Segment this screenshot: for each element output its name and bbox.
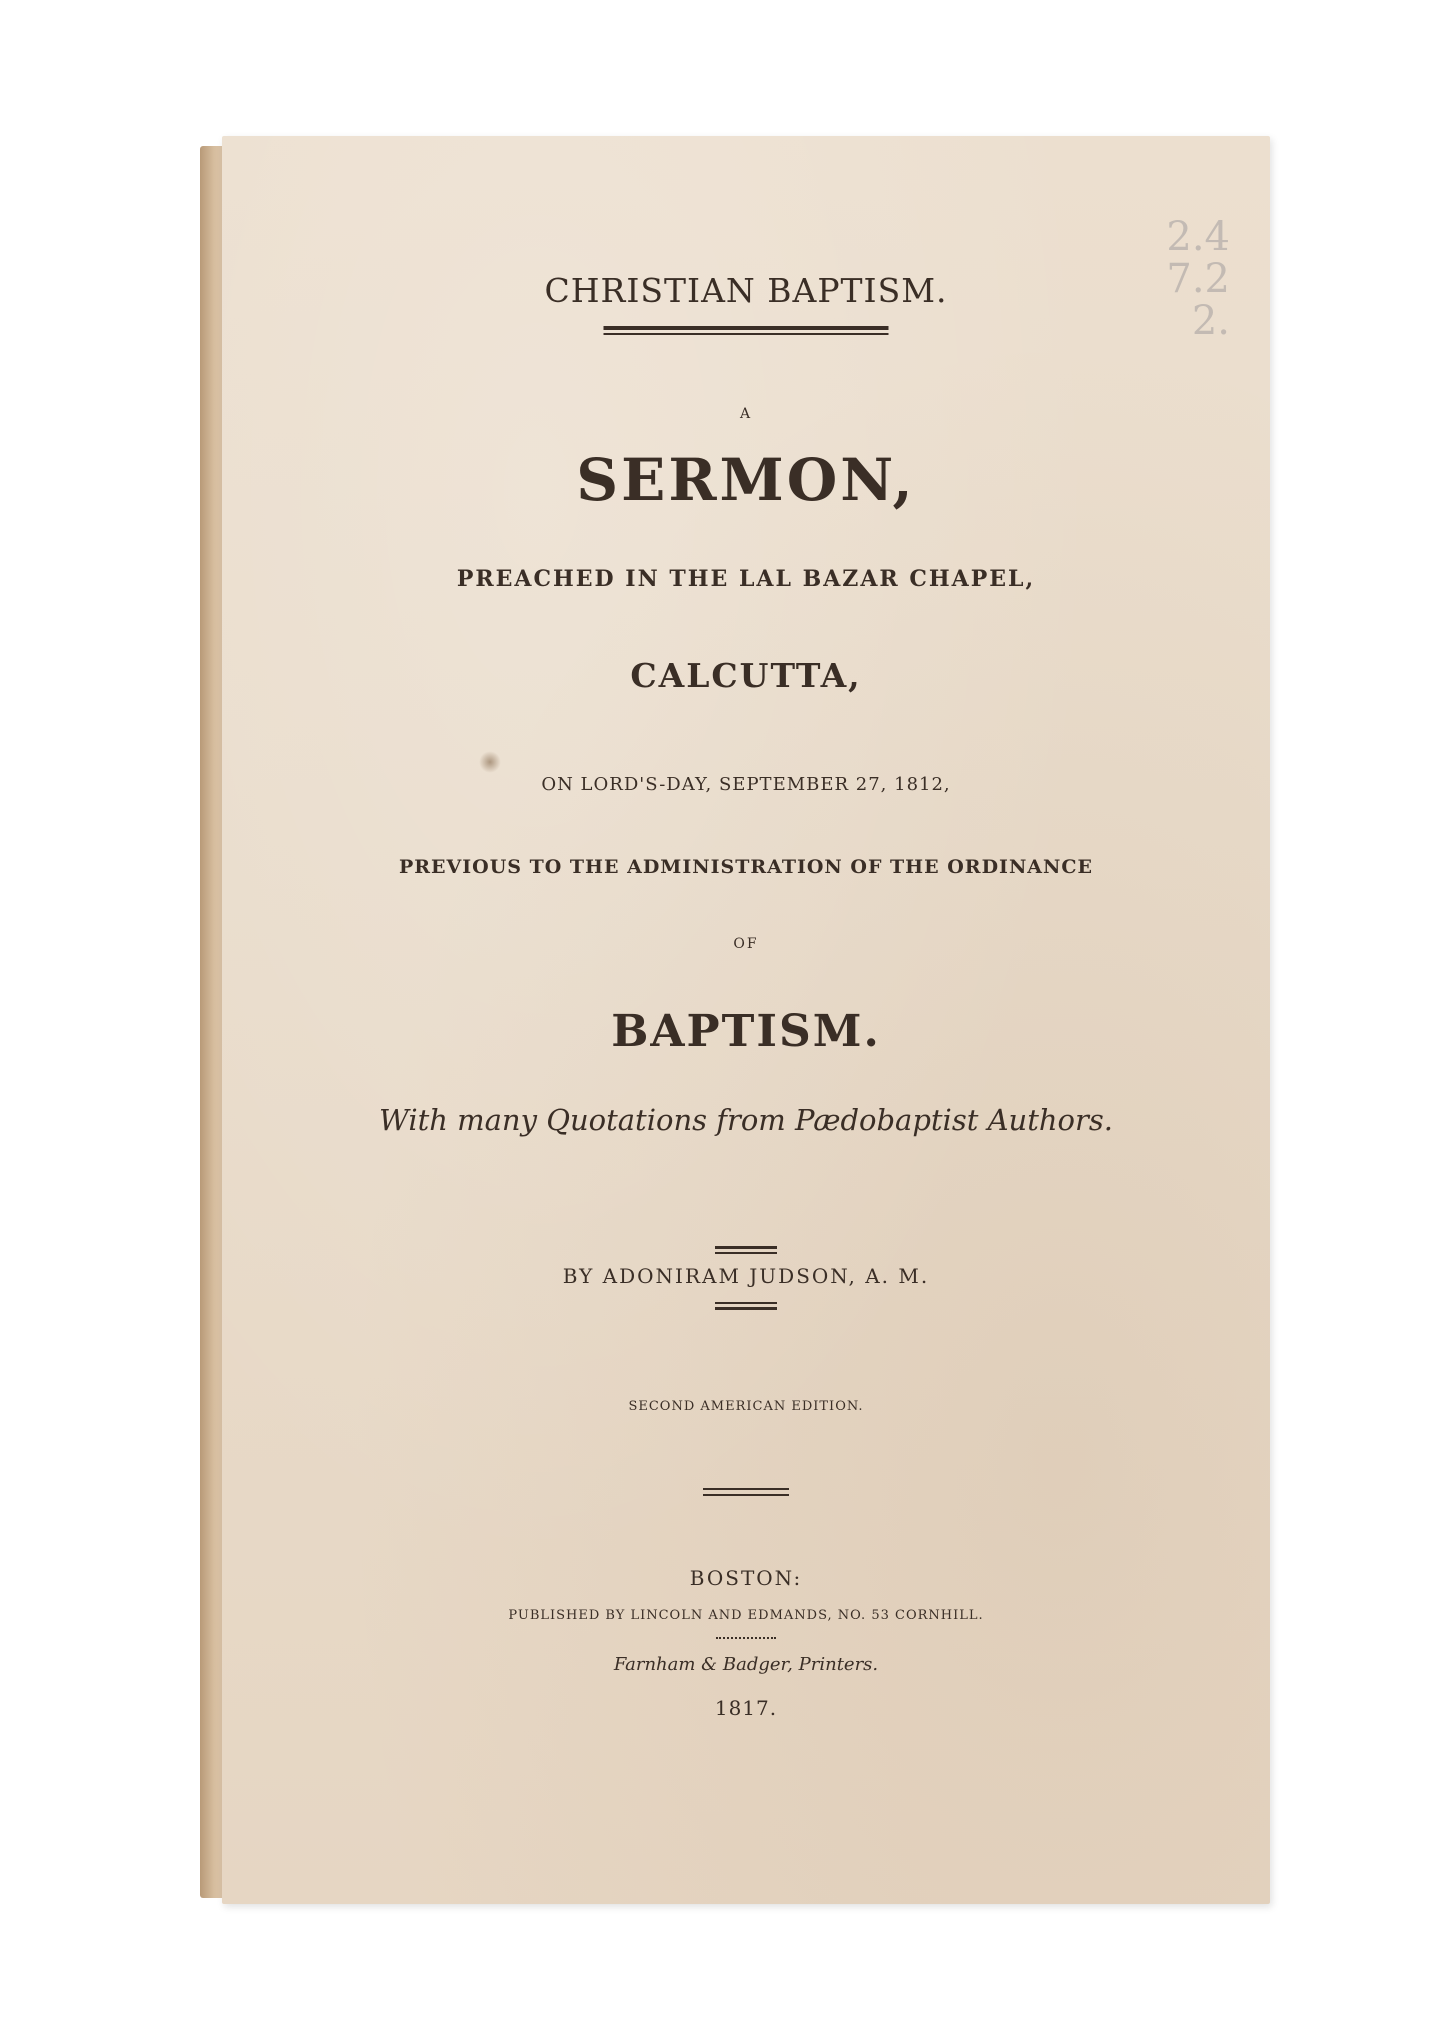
date-line: ON LORD'S-DAY, SEPTEMBER 27, 1812,: [541, 774, 951, 795]
main-title: SERMON,: [576, 446, 916, 514]
author-rule-top: [715, 1246, 777, 1254]
subject-line: BAPTISM.: [611, 1006, 881, 1057]
publisher-dotted-rule: [716, 1637, 776, 1639]
pencil-note: 7.2: [1166, 256, 1230, 302]
foxing-stain: [479, 751, 501, 773]
printers-line: Farnham & Badger, Printers.: [613, 1654, 879, 1675]
publisher-line: PUBLISHED BY LINCOLN AND EDMANDS, NO. 53 CORNHILL.: [508, 1608, 984, 1623]
quotations-line: With many Quotations from Pædobaptist Authors.: [379, 1103, 1113, 1137]
previous-to-line: PREVIOUS TO THE ADMINISTRATION OF THE ORDINANCE: [398, 856, 1094, 878]
of-line: OF: [733, 936, 759, 952]
edition-double-rule: [703, 1488, 789, 1496]
place-line: BOSTON:: [689, 1566, 803, 1590]
edition-line: SECOND AMERICAN EDITION.: [628, 1399, 864, 1414]
city-line: CALCUTTA,: [630, 656, 862, 695]
preached-in-line: PREACHED IN THE LAL BAZAR CHAPEL,: [456, 566, 1036, 592]
title-page: [222, 136, 1270, 1904]
author-line: BY ADONIRAM JUDSON, A. M.: [562, 1264, 930, 1288]
year-line: 1817.: [714, 1696, 778, 1720]
pencil-note: 2.: [1191, 298, 1230, 344]
author-rule-bottom: [715, 1302, 777, 1310]
header-double-rule: [604, 326, 889, 335]
header-title: CHRISTIAN BAPTISM.: [544, 271, 948, 310]
article-a: A: [739, 406, 753, 422]
pencil-note: 2.4: [1166, 214, 1230, 260]
